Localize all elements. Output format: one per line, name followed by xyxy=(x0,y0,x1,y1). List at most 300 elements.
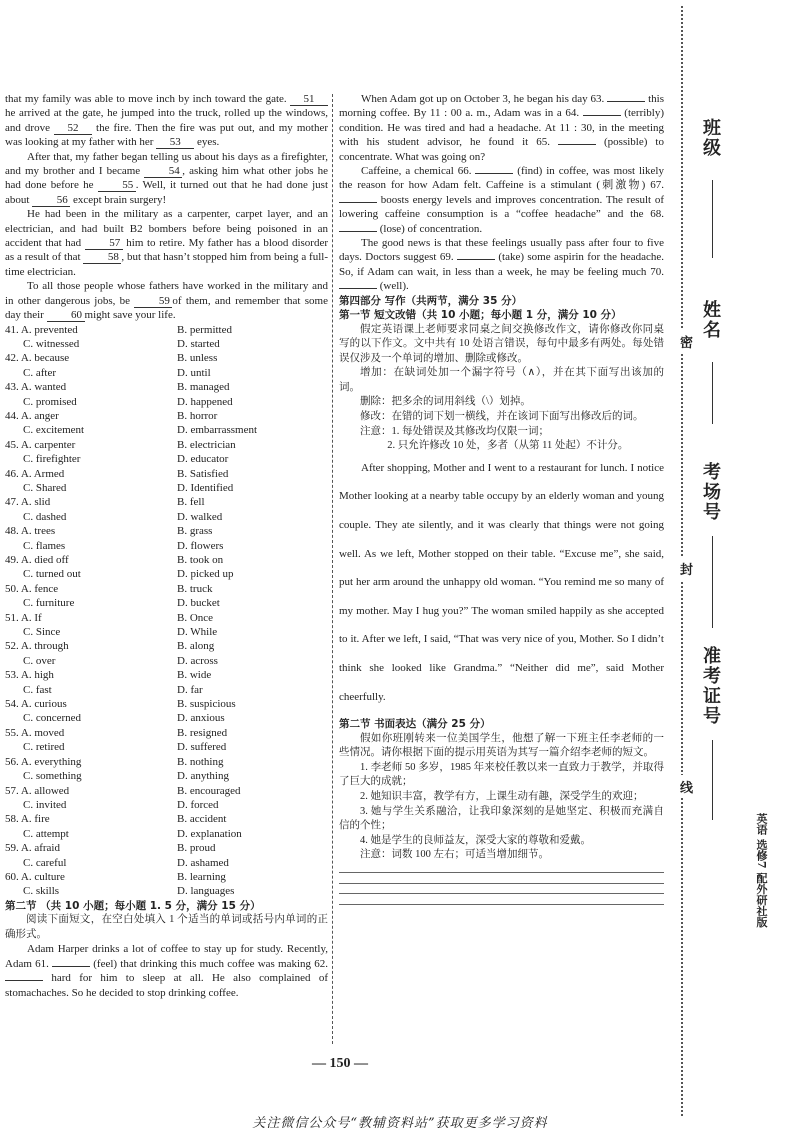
answer-blank[interactable] xyxy=(339,231,377,232)
option-c-text: turned out xyxy=(35,568,81,581)
option-c[interactable]: C. promised xyxy=(23,395,77,408)
answer-blank[interactable] xyxy=(558,144,596,145)
option-a[interactable]: 42. A. because xyxy=(5,352,70,365)
option-b-text: encouraged xyxy=(189,784,241,797)
option-b[interactable]: B. resigned xyxy=(177,726,228,739)
answer-blank[interactable] xyxy=(52,966,90,967)
option-a[interactable]: 45. A. carpenter xyxy=(5,438,76,451)
option-a-text: high xyxy=(34,669,54,682)
option-b[interactable]: B. suspicious xyxy=(177,698,236,711)
text-run: He had been in the military as a carpenter, carpet layer, and an electrician, and had built B2 bombers before being poisoned in an accident that had xyxy=(5,208,328,250)
option-d-text: happened xyxy=(190,395,233,408)
option-c[interactable]: C. Shared xyxy=(23,481,67,494)
option-row xyxy=(5,683,328,697)
option-row xyxy=(5,769,328,783)
option-row xyxy=(5,539,328,553)
right-column xyxy=(339,92,664,905)
text-run: . Well, it turned out that he had done just about xyxy=(5,179,328,206)
question-number: 57 xyxy=(5,784,16,797)
text-run: After that, my father began telling us about his days as a firefighter, and my brother and I became xyxy=(5,150,328,178)
option-c[interactable]: C. furniture xyxy=(23,597,75,610)
text-run: might save your life. xyxy=(84,309,176,322)
option-c-text: fast xyxy=(35,683,52,696)
option-row xyxy=(5,495,328,509)
answer-blank[interactable]: 56 xyxy=(32,194,70,207)
option-b-text: truck xyxy=(189,582,213,595)
option-b[interactable]: B. truck xyxy=(177,582,213,595)
paragraph xyxy=(5,942,328,1000)
option-c[interactable]: C. witnessed xyxy=(23,337,80,350)
answer-blank[interactable] xyxy=(5,980,43,981)
option-a[interactable]: 49. A. died off xyxy=(5,554,69,566)
text-run: (lose) of concentration. xyxy=(377,222,483,235)
option-a[interactable]: 55. A. moved xyxy=(5,726,65,739)
seal-mi: 密 xyxy=(680,330,693,353)
section2-heading: 第二节 （共 10 小题；每小题 1. 5 分，满分 15 分） xyxy=(5,899,261,912)
cloze-passage xyxy=(5,92,328,323)
option-a[interactable]: 41. A. prevented xyxy=(5,323,78,336)
option-d-text: anything xyxy=(190,770,229,783)
option-a-text: carpenter xyxy=(34,438,76,451)
paragraph xyxy=(339,236,664,294)
hint-point: 3. 她与学生关系融洽，让我印象深刻的是她坚定、积极而充满自信的个性； xyxy=(339,805,664,832)
option-a[interactable]: 54. A. curious xyxy=(5,698,67,711)
option-d-text: While xyxy=(190,626,218,639)
option-d-text: explanation xyxy=(190,827,242,840)
page-number: — 150 — xyxy=(312,1056,368,1071)
option-row xyxy=(5,740,328,754)
option-d-text: bucket xyxy=(190,597,220,610)
option-c-text: retired xyxy=(35,741,65,754)
option-d[interactable]: D. across xyxy=(177,654,218,667)
question-number: 44 xyxy=(5,409,16,422)
option-a[interactable]: 59. A. afraid xyxy=(5,842,60,855)
option-a-text: moved xyxy=(34,726,65,739)
answer-line[interactable] xyxy=(339,873,664,884)
option-d-text: languages xyxy=(190,885,235,898)
ticket-number-label: 准考证号 xyxy=(700,646,721,726)
option-row xyxy=(5,553,328,567)
option-d-text: started xyxy=(190,337,220,350)
option-a[interactable]: 44. A. anger xyxy=(5,409,59,422)
option-b[interactable]: B. nothing xyxy=(177,755,224,768)
option-d[interactable]: D. started xyxy=(177,337,220,350)
option-b[interactable]: B. wide xyxy=(177,669,212,682)
option-c[interactable]: C. concerned xyxy=(23,712,82,725)
book-info: 英语 选修7 配外研社版 xyxy=(755,813,768,928)
option-c[interactable]: C. after xyxy=(23,366,56,379)
option-d-text: far xyxy=(190,683,203,696)
answer-line[interactable] xyxy=(339,863,664,874)
option-a[interactable]: 56. A. everything xyxy=(5,755,82,768)
option-c[interactable]: C. flames xyxy=(23,539,66,552)
paragraph xyxy=(5,92,328,150)
option-row xyxy=(5,524,328,538)
answer-blank[interactable]: 60 xyxy=(47,309,85,322)
answer-blank[interactable]: 52 xyxy=(54,122,92,135)
option-c[interactable]: C. something xyxy=(23,770,82,783)
hint-point: 4. 她是学生的良师益友，深受大家的尊敬和爱戴。 xyxy=(360,834,591,846)
option-c[interactable]: C. over xyxy=(23,654,56,667)
answer-line[interactable] xyxy=(339,884,664,895)
option-d[interactable]: D. far xyxy=(177,683,203,696)
option-d[interactable]: D. explanation xyxy=(177,827,242,840)
instruction-line: 假定英语课上老师要求同桌之间交换修改作文，请你修改你同桌写的以下作文。文中共有 10 处语言错误，每句中最多有两处。每处错误仅涉及一个单词的增加、删除或修改。 xyxy=(339,323,664,364)
text-run: him to retire. My father has a blood disorder as a result of that xyxy=(5,237,328,264)
question-number: 51 xyxy=(5,611,16,624)
text-run: eyes. xyxy=(194,136,220,149)
option-a-text: culture xyxy=(34,870,65,883)
option-row xyxy=(5,755,328,769)
instruction-line: 注意：1. 每处错误及其修改均仅限一词； xyxy=(360,425,549,437)
option-row xyxy=(5,654,328,668)
option-b-text: Satisfied xyxy=(189,467,229,480)
paragraph xyxy=(339,164,664,236)
hint-point: 1. 李老师 50 多岁，1985 年来校任教以来一直致力于教学，并取得了巨大的成就； xyxy=(339,761,664,788)
option-row xyxy=(5,438,328,452)
option-c[interactable]: C. skills xyxy=(23,885,60,898)
instruction-line: 删除：把多余的词用斜线（\）划掉。 xyxy=(360,396,531,408)
hint-point: 2. 她知识丰富，教学有方，上课生动有趣，深受学生的欢迎； xyxy=(360,790,644,802)
option-row xyxy=(5,351,328,365)
paragraph xyxy=(5,279,328,322)
option-c[interactable]: C. excitement xyxy=(23,424,85,437)
option-row xyxy=(5,337,328,351)
error-correction-instructions xyxy=(339,323,664,454)
option-b-text: accident xyxy=(189,813,227,826)
option-d[interactable]: D. flowers xyxy=(177,539,224,552)
option-d-text: embarrassment xyxy=(190,424,258,437)
option-a[interactable]: 48. A. trees xyxy=(5,525,56,538)
answer-line[interactable] xyxy=(339,894,664,905)
text-run: To all those people whose fathers have worked in the military and in other dangerous jobs, be xyxy=(5,280,328,307)
option-a[interactable]: 58. A. fire xyxy=(5,813,50,826)
question-number: 48 xyxy=(5,525,16,538)
option-a[interactable]: 60. A. culture xyxy=(5,870,65,883)
option-a-text: because xyxy=(34,352,70,365)
option-c-text: careful xyxy=(35,856,67,869)
option-c[interactable]: C. careful xyxy=(23,856,67,869)
exam-room-label: 考场号 xyxy=(700,462,721,522)
sec2-intro: 假如你班刚转来一位美国学生，他想了解一下班主任李老师的一些情况。请你根据下面的提示用英语为其写一篇介绍李老师的短文。 xyxy=(339,732,664,759)
option-b[interactable]: B. managed xyxy=(177,381,230,394)
part4-heading: 第四部分 写作（共两节，满分 35 分） xyxy=(339,294,523,307)
question-number: 59 xyxy=(5,842,16,855)
option-d[interactable]: D. anything xyxy=(177,770,229,783)
option-row xyxy=(5,611,328,625)
option-b[interactable]: B. Satisfied xyxy=(177,467,229,480)
option-b[interactable]: B. Once xyxy=(177,611,214,624)
exam-room-field[interactable] xyxy=(712,536,713,628)
sec2-heading: 第二节 书面表达（满分 25 分） xyxy=(339,718,491,731)
name-field[interactable] xyxy=(712,362,713,424)
option-row xyxy=(5,395,328,409)
question-number: 49 xyxy=(5,554,16,566)
question-number: 56 xyxy=(5,755,16,768)
option-d[interactable]: D. bucket xyxy=(177,597,220,610)
option-b-text: grass xyxy=(189,525,213,538)
option-d[interactable]: D. ashamed xyxy=(177,856,229,869)
option-a-text: fire xyxy=(34,813,50,826)
answer-blank[interactable]: 55 xyxy=(98,179,136,192)
option-b[interactable]: B. along xyxy=(177,640,215,653)
class-field[interactable] xyxy=(712,180,713,258)
option-row xyxy=(5,711,328,725)
option-a[interactable]: 47. A. slid xyxy=(5,496,51,509)
option-b-text: fell xyxy=(189,496,205,509)
option-a[interactable]: 50. A. fence xyxy=(5,582,59,595)
option-b[interactable]: B. accident xyxy=(177,813,227,826)
question-number: 42 xyxy=(5,352,16,365)
option-a[interactable]: 57. A. allowed xyxy=(5,784,70,797)
option-row xyxy=(5,784,328,798)
seal-xian: 线 xyxy=(680,775,693,798)
option-row xyxy=(5,323,328,337)
question-number: 47 xyxy=(5,496,16,509)
option-d-text: walked xyxy=(190,510,223,523)
question-number: 60 xyxy=(5,870,16,883)
option-c[interactable]: C. firefighter xyxy=(23,453,81,466)
paragraph xyxy=(339,92,664,164)
option-d-text: educator xyxy=(190,453,229,466)
option-b[interactable]: B. learning xyxy=(177,870,226,883)
option-c[interactable]: C. invited xyxy=(23,798,67,811)
option-c[interactable]: C. Since xyxy=(23,626,61,639)
option-a[interactable]: 46. A. Armed xyxy=(5,467,65,480)
option-a-text: wanted xyxy=(34,381,67,394)
option-b[interactable]: B. proud xyxy=(177,842,216,855)
option-b[interactable]: B. permitted xyxy=(177,323,232,336)
question-number: 54 xyxy=(5,698,16,711)
option-d[interactable]: D. walked xyxy=(177,510,223,523)
option-c-text: flames xyxy=(35,539,66,552)
grammar-passage-start xyxy=(5,942,328,1000)
answer-blank[interactable]: 51 xyxy=(290,93,328,106)
option-c[interactable]: C. attempt xyxy=(23,827,69,840)
option-a-text: allowed xyxy=(34,784,70,797)
option-a[interactable]: 52. A. through xyxy=(5,640,69,653)
paragraph xyxy=(5,150,328,208)
option-b-text: learning xyxy=(189,870,226,883)
text-run: hard for him to sleep at all. He also complained of stomachaches. So he decided to stop drinking coffee. xyxy=(5,972,328,999)
option-a-text: If xyxy=(34,611,42,624)
option-row xyxy=(5,798,328,812)
option-a-text: fence xyxy=(34,582,59,595)
option-d[interactable]: D. Identified xyxy=(177,481,234,494)
writing-note: 注意：词数 100 左右；可适当增加细节。 xyxy=(360,849,549,861)
left-column xyxy=(5,92,328,1000)
answer-blank[interactable] xyxy=(607,101,645,102)
question-number: 53 xyxy=(5,669,16,682)
option-c-text: promised xyxy=(35,395,77,408)
question-number: 46 xyxy=(5,467,16,480)
text-run: When Adam got up on October 3, he began his day 63. xyxy=(361,93,608,105)
option-row xyxy=(5,639,328,653)
section2-instruction: 阅读下面短文，在空白处填入 1 个适当的单词或括号内单词的正确形式。 xyxy=(5,914,328,940)
option-d-text: suffered xyxy=(190,741,227,754)
option-a-text: slid xyxy=(34,496,51,509)
option-c-text: skills xyxy=(35,885,60,898)
option-d-text: until xyxy=(190,366,211,379)
option-b-text: horror xyxy=(189,409,218,422)
text-run: , asking him what other jobs he had done before he xyxy=(5,165,328,192)
answer-blank[interactable] xyxy=(339,202,377,203)
answer-blank[interactable]: 58 xyxy=(83,251,121,264)
seal-feng: 封 xyxy=(680,557,693,580)
answer-blank[interactable]: 54 xyxy=(144,165,182,178)
question-number: 41 xyxy=(5,323,16,336)
option-b[interactable]: B. took on xyxy=(177,554,224,566)
option-a-text: afraid xyxy=(34,842,60,855)
option-c-text: after xyxy=(35,366,56,379)
option-b-text: wide xyxy=(189,669,212,682)
option-row xyxy=(5,481,328,495)
option-b-text: managed xyxy=(189,381,230,394)
option-d[interactable]: D. embarrassment xyxy=(177,424,258,437)
option-a-text: anger xyxy=(34,409,59,422)
option-d[interactable]: D. forced xyxy=(177,798,219,811)
question-number: 55 xyxy=(5,726,16,739)
option-c[interactable]: C. turned out xyxy=(23,568,81,581)
question-number: 45 xyxy=(5,438,16,451)
option-b-text: suspicious xyxy=(189,698,236,711)
question-number: 50 xyxy=(5,582,16,595)
option-row xyxy=(5,841,328,855)
answer-blank[interactable] xyxy=(475,173,513,174)
option-row xyxy=(5,856,328,870)
option-row xyxy=(5,827,328,841)
text-run: (terribly) condition. He was tired and had a headache. At 11 : 30, in the meeting with his student advisor, he found it 65. xyxy=(339,107,665,149)
error-correction-essay: After shopping, Mother and I went to a restaurant for lunch. I notice Mother looking at a nearby table occupy by an elderly woman and young couple. They ate silently, and it was clearly that things were not going well. As we left, Mother stopped on their table. “Excuse me”, she said, put her arm around the unhappy old woman. “You remind me so many of my mother. May I hug you?” The woman smiled happily as she accepted to it. After we left, I said, “That was very nice of you, Mother. So I didn’t think she looked like Grandma.” “Neither did me”, said Mother cheerfully. xyxy=(339,461,664,703)
ticket-number-field[interactable] xyxy=(712,740,713,820)
option-d[interactable]: D. picked up xyxy=(177,568,234,581)
option-d[interactable]: D. While xyxy=(177,626,218,639)
option-b[interactable]: B. unless xyxy=(177,352,218,365)
option-row xyxy=(5,812,328,826)
option-c-text: concerned xyxy=(35,712,82,725)
option-c-text: invited xyxy=(35,798,67,811)
option-b[interactable]: B. electrician xyxy=(177,438,236,451)
option-c[interactable]: C. retired xyxy=(23,741,65,754)
question-number: 52 xyxy=(5,640,16,653)
option-c-text: furniture xyxy=(35,597,75,610)
option-c-text: something xyxy=(35,770,82,783)
option-row xyxy=(5,870,328,884)
option-row xyxy=(5,510,328,524)
answer-blank[interactable]: 59 xyxy=(134,295,172,308)
option-b[interactable]: B. horror xyxy=(177,409,218,422)
option-d[interactable]: D. educator xyxy=(177,453,229,466)
question-number: 43 xyxy=(5,381,16,394)
option-d[interactable]: D. languages xyxy=(177,885,235,898)
option-d-text: flowers xyxy=(190,539,224,552)
option-row xyxy=(5,582,328,596)
option-d-text: across xyxy=(190,654,218,667)
option-b-text: unless xyxy=(189,352,218,365)
option-row xyxy=(5,884,328,898)
instruction-line: 增加：在缺词处加一个漏字符号（∧），并在其下面写出该加的词。 xyxy=(339,367,664,393)
text-run: the fire. Then the fire was put out, and my mother was looking at my father with her xyxy=(5,121,328,149)
option-b[interactable]: B. grass xyxy=(177,525,213,538)
text-run: this morning coffee. By 11 : 00 a. m., Adam was in a 64. xyxy=(339,93,664,120)
option-c-text: witnessed xyxy=(35,337,80,350)
option-b-text: electrician xyxy=(189,438,236,451)
answer-blank[interactable]: 57 xyxy=(85,237,123,250)
option-c-text: attempt xyxy=(35,827,69,840)
answer-blank[interactable]: 53 xyxy=(156,136,194,149)
question-number: 58 xyxy=(5,813,16,826)
answer-blank[interactable] xyxy=(583,115,621,116)
option-b-text: Once xyxy=(189,611,214,624)
option-row xyxy=(5,380,328,394)
option-a-text: everything xyxy=(34,755,82,768)
option-c-text: dashed xyxy=(35,510,67,523)
text-run: except brain surgery! xyxy=(70,193,167,206)
text-run: (feel) that drinking this much coffee was making 62. xyxy=(90,957,328,970)
footer-note: 关注微信公众号“教辅资料站”获取更多学习资料 xyxy=(252,1116,548,1131)
option-b-text: proud xyxy=(189,842,216,855)
option-d-text: Identified xyxy=(190,481,234,494)
class-label: 班级 xyxy=(700,118,721,158)
text-run: that my family was able to move inch by inch toward the gate. xyxy=(5,93,290,105)
option-b-text: nothing xyxy=(189,755,224,768)
option-a[interactable]: 51. A. If xyxy=(5,611,42,624)
option-b-text: along xyxy=(189,640,215,653)
option-a-text: prevented xyxy=(34,323,78,336)
option-a[interactable]: 53. A. high xyxy=(5,669,54,682)
option-d[interactable]: D. suffered xyxy=(177,741,227,754)
paragraph xyxy=(5,207,328,279)
writing-points xyxy=(339,761,664,849)
option-row xyxy=(5,409,328,423)
option-b-text: took on xyxy=(189,554,224,566)
option-row xyxy=(5,697,328,711)
option-c[interactable]: C. dashed xyxy=(23,510,67,523)
option-d-text: picked up xyxy=(190,568,234,581)
option-a[interactable]: 43. A. wanted xyxy=(5,381,67,394)
text-run: of them, and remember that some day their xyxy=(5,294,328,322)
answer-lines[interactable] xyxy=(339,863,664,905)
option-d-text: forced xyxy=(190,798,219,811)
option-c-text: excitement xyxy=(35,424,85,437)
cloze-options xyxy=(5,323,328,899)
text-run: , but that hasn’t stopped him from being a full-time electrician. xyxy=(5,251,328,278)
option-a-text: through xyxy=(34,640,69,653)
text-run: Adam Harper drinks a lot of coffee to stay up for study. Recently, Adam 61. xyxy=(5,943,328,970)
instruction-line: 修改：在错的词下划一横线，并在该词下面写出修改后的词。 xyxy=(360,411,644,423)
answer-blank[interactable] xyxy=(339,288,377,289)
option-a-text: died off xyxy=(34,554,69,566)
option-row xyxy=(5,596,328,610)
name-label: 姓名 xyxy=(700,300,721,340)
option-b[interactable]: B. fell xyxy=(177,496,205,509)
option-d-text: anxious xyxy=(190,712,225,725)
option-d[interactable]: D. anxious xyxy=(177,712,225,725)
option-d-text: ashamed xyxy=(190,856,229,869)
answer-blank[interactable] xyxy=(457,259,495,260)
option-c-text: Shared xyxy=(35,481,67,494)
option-b[interactable]: B. encouraged xyxy=(177,784,241,797)
option-d[interactable]: D. happened xyxy=(177,395,233,408)
text-run: he arrived at the gate, he jumped into the truck, rolled up the windows, and drove xyxy=(5,107,328,134)
option-row xyxy=(5,726,328,740)
option-c[interactable]: C. fast xyxy=(23,683,52,696)
option-row xyxy=(5,567,328,581)
option-d[interactable]: D. until xyxy=(177,366,211,379)
option-a-text: trees xyxy=(34,525,56,538)
text-run: (take) some aspirin for the headache. So, if Adam can wait, in less than a week, he may be feeling much 70. xyxy=(339,251,664,278)
option-row xyxy=(5,366,328,380)
